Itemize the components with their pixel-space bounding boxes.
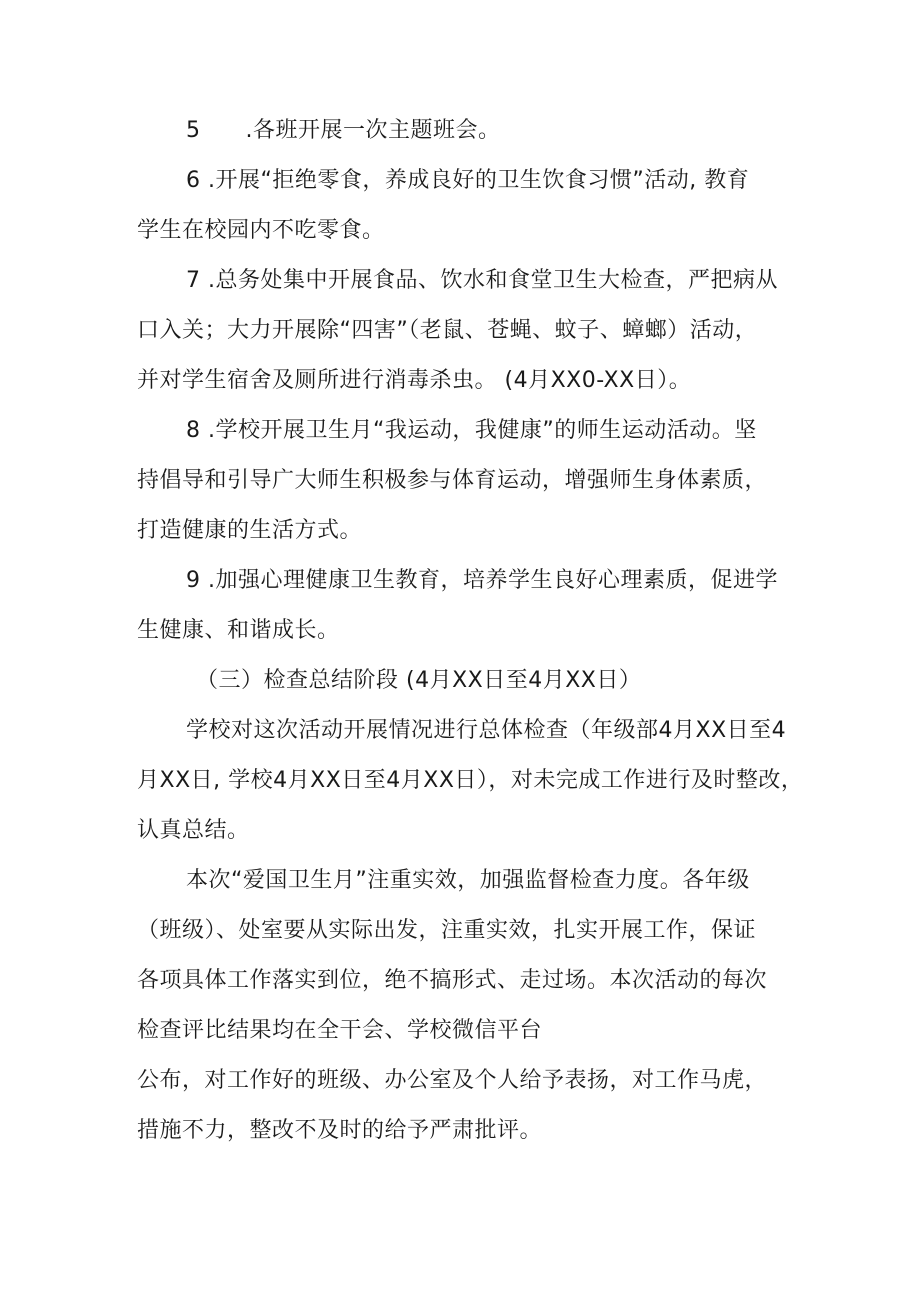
summary-paragraph-line-6: 措施不力，整改不及时的给予严肃批评。	[137, 1118, 543, 1143]
item-9-line-2: 生健康、和谐成长。	[137, 618, 340, 643]
check-paragraph-line-1: 学校对这次活动开展情况进行总体检查（年级部4月XX日至4	[186, 718, 787, 743]
summary-paragraph-line-3: 各项具体工作落实到位，绝不搞形式、走过场。本次活动的每次	[137, 968, 768, 993]
item-8-line-1: 8 .学校开展卫生月“我运动，我健康”的师生运动活动。坚	[186, 418, 757, 443]
item-9-line-1: 9 .加强心理健康卫生教育，培养学生良好心理素质，促进学	[186, 568, 778, 593]
item-6-line-1: 6 .开展“拒绝零食，养成良好的卫生饮食习惯”活动, 教育	[186, 168, 750, 193]
summary-paragraph-line-1: 本次“爱国卫生月”注重实效，加强监督检查力度。各年级	[186, 868, 750, 893]
summary-paragraph-line-2: （班级）、处室要从实际出发，注重实效，扎实开展工作，保证	[137, 918, 757, 943]
check-paragraph-line-2: 月XX日, 学校4月XX日至4月XX日），对未完成工作进行及时整改，	[137, 768, 804, 793]
item-8-line-2: 持倡导和引导广大师生积极参与体育运动，增强师生身体素质，	[137, 468, 768, 493]
item-7-line-1: 7 .总务处集中开展食品、饮水和食堂卫生大检查，严把病从	[186, 268, 778, 293]
section-heading: （三）检查总结阶段 (4月XX日至4月XX日）	[196, 668, 642, 693]
item-7-line-3: 并对学生宿舍及厕所进行消毒杀虫。 (4月XX0-XX日）。	[137, 368, 692, 393]
summary-paragraph-line-5: 公布，对工作好的班级、办公室及个人给予表扬，对工作马虎，	[137, 1068, 768, 1093]
item-6-line-2: 学生在校园内不吃零食。	[137, 218, 385, 243]
item-8-line-3: 打造健康的生活方式。	[137, 518, 363, 543]
item-5-line: 5 .各班开展一次主题班会。	[186, 118, 501, 143]
item-7-line-2: 口入关；大力开展除“四害”（老鼠、苍蝇、蚊子、蟑螂）活动，	[137, 318, 758, 343]
check-paragraph-line-3: 认真总结。	[137, 818, 250, 843]
summary-paragraph-line-4: 检查评比结果均在全干会、学校微信平台	[137, 1018, 543, 1043]
